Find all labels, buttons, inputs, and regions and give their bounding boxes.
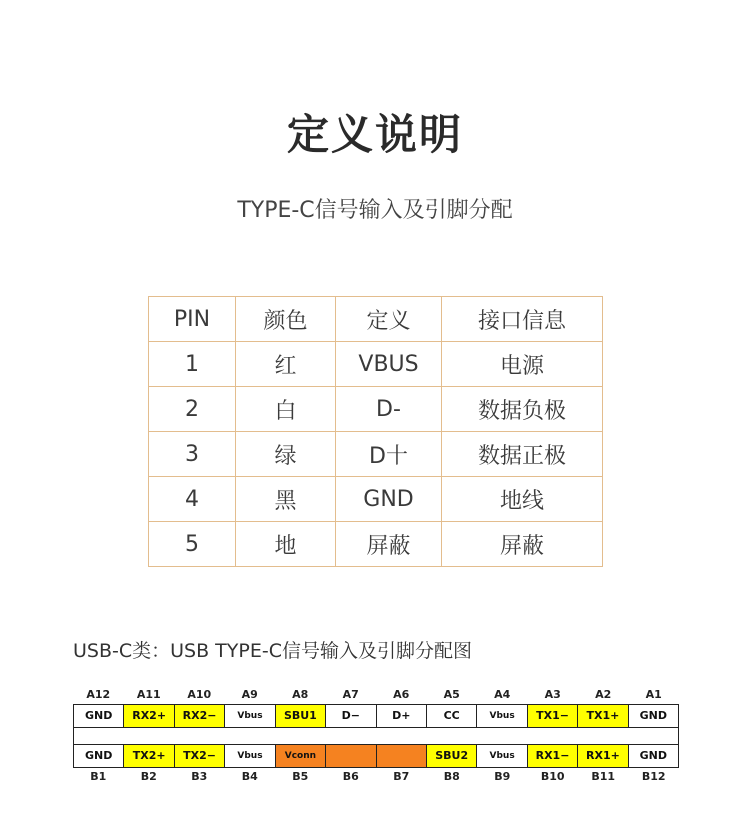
pin-code-label: A6 (393, 688, 410, 701)
pin-code-label: A8 (292, 688, 309, 701)
pin-code-label: A7 (342, 688, 359, 701)
pin-code-label: B10 (540, 770, 565, 783)
page-subtitle: TYPE-C信号输入及引脚分配 (237, 198, 513, 223)
pin-code-label: B5 (292, 770, 309, 783)
header-definition: 定义 (336, 297, 442, 342)
pin-code-label: B9 (494, 770, 511, 783)
pin-signal-cell: Vbus (225, 705, 275, 727)
top-signal-row (73, 704, 679, 728)
pin-signal-cell: CC (427, 705, 477, 727)
pin-code-label: A11 (136, 688, 161, 701)
pin-signal-cell: D− (326, 705, 376, 727)
pin-code-label: B1 (90, 770, 107, 783)
pin-definition: D十 (336, 432, 442, 477)
wire-color: 黑 (236, 477, 336, 522)
pin-signal-cell: GND (74, 705, 124, 727)
pin-signal-cell: Vbus (225, 745, 275, 767)
pin-code-label: A10 (187, 688, 212, 701)
pin-signal-cell (377, 745, 427, 767)
table-header-row (149, 297, 603, 342)
interface-info: 地线 (442, 477, 603, 522)
interface-info: 数据负极 (442, 387, 603, 432)
pin-definition: 屏蔽 (336, 522, 442, 567)
header-pin: PIN (149, 297, 236, 342)
pin-code-label: A5 (443, 688, 460, 701)
usb-c-pinout-diagram (73, 686, 679, 786)
interface-info: 数据正极 (442, 432, 603, 477)
pin-signal-cell: TX1+ (578, 705, 628, 727)
pinout-diagram-label: USB-C类：USB TYPE-C信号输入及引脚分配图 (73, 640, 472, 662)
pin-number: 5 (149, 522, 236, 567)
pin-signal-cell: RX2− (175, 705, 225, 727)
pin-code-label: B8 (443, 770, 460, 783)
pin-code-label: B7 (393, 770, 410, 783)
pin-signal-cell: RX1+ (578, 745, 628, 767)
pin-code-label: A1 (645, 688, 662, 701)
pin-signal-cell: TX2− (175, 745, 225, 767)
pin-code-label: B11 (591, 770, 616, 783)
header-interface-info: 接口信息 (442, 297, 603, 342)
interface-info: 屏蔽 (442, 522, 603, 567)
pin-signal-cell: SBU2 (427, 745, 477, 767)
pin-code-label: B3 (191, 770, 208, 783)
pin-number: 1 (149, 342, 236, 387)
pin-signal-cell: Vbus (477, 705, 527, 727)
pin-code-label: A12 (86, 688, 111, 701)
table-row (149, 477, 603, 522)
pin-signal-cell (326, 745, 376, 767)
pin-number: 2 (149, 387, 236, 432)
table-row (149, 342, 603, 387)
pin-signal-cell: TX2+ (124, 745, 174, 767)
bottom-signal-row (73, 744, 679, 768)
connector-tongue-gap (73, 728, 679, 744)
pin-signal-cell: RX1− (528, 745, 578, 767)
table-row (149, 522, 603, 567)
pin-code-label: B12 (641, 770, 666, 783)
pin-signal-cell: RX2+ (124, 705, 174, 727)
wire-color: 绿 (236, 432, 336, 477)
pin-signal-cell: Vbus (477, 745, 527, 767)
pin-code-label: A2 (595, 688, 612, 701)
pin-signal-cell: GND (74, 745, 124, 767)
pin-number: 4 (149, 477, 236, 522)
table-row (149, 387, 603, 432)
page-title: 定义说明 (286, 110, 463, 159)
bottom-pin-codes (73, 768, 679, 786)
pin-code-label: A9 (241, 688, 258, 701)
pin-definition: D- (336, 387, 442, 432)
pin-code-label: A3 (544, 688, 561, 701)
pin-number: 3 (149, 432, 236, 477)
interface-info: 电源 (442, 342, 603, 387)
pin-definition-table (148, 296, 603, 567)
wire-color: 地 (236, 522, 336, 567)
pin-signal-cell: D+ (377, 705, 427, 727)
table-row (149, 432, 603, 477)
pin-definition: GND (336, 477, 442, 522)
pin-code-label: B2 (140, 770, 157, 783)
pin-signal-cell: GND (629, 705, 678, 727)
pin-code-label: B4 (241, 770, 258, 783)
pin-signal-cell: GND (629, 745, 678, 767)
pin-code-label: B6 (342, 770, 359, 783)
pin-signal-cell: TX1− (528, 705, 578, 727)
header-color: 颜色 (236, 297, 336, 342)
wire-color: 白 (236, 387, 336, 432)
top-pin-codes (73, 686, 679, 704)
pin-signal-cell: SBU1 (276, 705, 326, 727)
wire-color: 红 (236, 342, 336, 387)
pin-signal-cell: Vconn (276, 745, 326, 767)
pin-definition: VBUS (336, 342, 442, 387)
pin-code-label: A4 (494, 688, 511, 701)
